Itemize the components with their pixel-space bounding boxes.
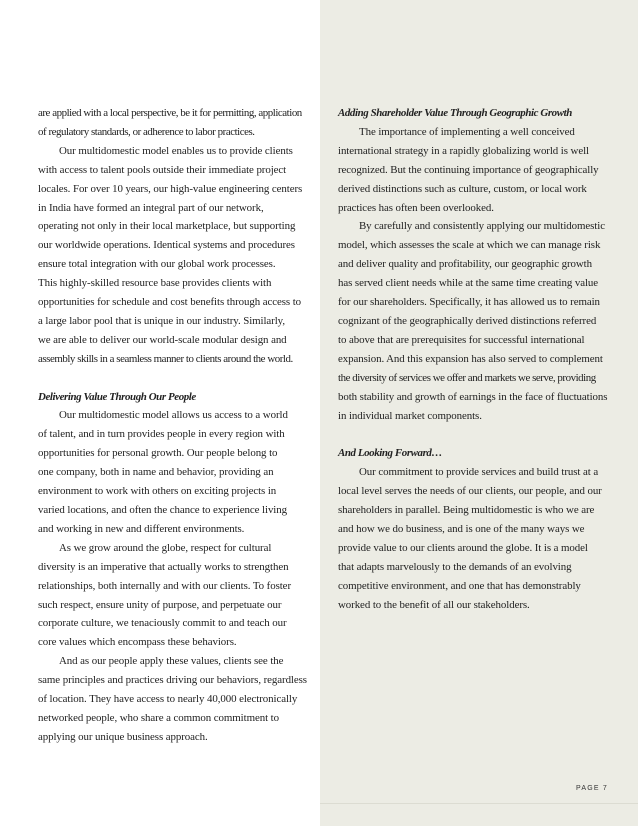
body-text-line: As we grow around the globe, respect for cultural xyxy=(59,541,272,554)
body-text-line: and deliver quality and profitability, our geographic growth xyxy=(338,258,592,271)
body-text-line: competitive environment, and one that has demonstrably xyxy=(338,579,581,592)
body-text-line: relationships, both internally and with our clients. To foster xyxy=(38,579,291,592)
body-text-line: we are able to deliver our world-scale modular design and xyxy=(38,333,287,346)
body-text-line: networked people, who share a common commitment to xyxy=(38,711,279,724)
body-text-line: By carefully and consistently applying our multidomestic xyxy=(359,220,605,233)
section-heading: And Looking Forward… xyxy=(338,447,442,460)
body-text-line: corporate culture, we tenaciously commit to and teach our xyxy=(38,617,287,630)
body-text-line: same principles and practices driving our behaviors, regardless xyxy=(38,674,307,687)
page-number: PAGE 7 xyxy=(576,785,608,792)
body-text-line: expansion. And this expansion has also served to complement xyxy=(338,352,603,365)
body-text-line: assembly skills in a seamless manner to clients around the world. xyxy=(38,352,293,365)
section-heading: Adding Shareholder Value Through Geographic Growth xyxy=(338,107,572,119)
body-text-line: ensure total integration with our global work processes. xyxy=(38,258,276,271)
body-text-line: international strategy in a rapidly globalizing world is well xyxy=(338,144,589,157)
paragraph-gap xyxy=(338,425,602,444)
body-text-line: And as our people apply these values, clients see the xyxy=(59,655,284,668)
body-text-line: of regulatory standards, or adherence to labor practices. xyxy=(38,125,255,138)
page-footer-rule xyxy=(320,803,638,804)
body-text-line: the diversity of services we offer and markets we serve, providing xyxy=(338,371,596,384)
body-text-line: shareholders in parallel. Being multidomestic is who we are xyxy=(338,504,595,517)
body-text-line: core values which encompass these behaviors. xyxy=(38,636,237,649)
body-text-line: cognizant of the geographically derived distinctions referred xyxy=(338,314,597,327)
body-text-line: of talent, and in turn provides people in every region with xyxy=(38,428,285,441)
body-text-line: recognized. But the continuing importance of geographically xyxy=(338,163,599,176)
body-text-line: in individual market components. xyxy=(338,409,482,422)
body-text-line: varied locations, and often the chance to experience living xyxy=(38,504,287,517)
body-text-line: practices has often been overlooked. xyxy=(338,201,494,214)
body-text-line: with access to talent pools outside their immediate project xyxy=(38,163,287,176)
body-text-line: one company, both in name and behavior, providing an xyxy=(38,466,274,479)
body-text-line: for our shareholders. Specifically, it has allowed us to remain xyxy=(338,296,600,309)
body-text-line: a large labor pool that is unique in our industry. Similarly, xyxy=(38,314,285,327)
body-text-line: such respect, ensure unity of purpose, and perpetuate our xyxy=(38,598,282,611)
body-text-line: and working in new and different environments. xyxy=(38,522,245,535)
body-text-line: model, which assesses the scale at which we can manage risk xyxy=(338,239,601,252)
body-text-line: provide value to our clients around the globe. It is a model xyxy=(338,541,588,554)
right-text-column xyxy=(338,104,608,614)
body-text-line: locales. For over 10 years, our high-value engineering centers xyxy=(38,182,303,195)
body-text-line: Our multidomestic model enables us to provide clients xyxy=(59,144,293,157)
body-text-line: local level serves the needs of our clients, our people, and our xyxy=(338,485,602,498)
body-text-line: Our multidomestic model allows us access to a world xyxy=(59,409,288,422)
body-text-line: opportunities for personal growth. Our people belong to xyxy=(38,447,278,460)
body-text-line: opportunities for schedule and cost benefits through access to xyxy=(38,296,301,309)
body-text-line: diversity is an imperative that actually works to strengthen xyxy=(38,560,289,573)
body-text-line: both stability and growth of earnings in the face of fluctuations xyxy=(338,390,608,403)
body-text-line: to above that are prerequisites for successful international xyxy=(338,333,585,346)
body-text-line: Our commitment to provide services and build trust at a xyxy=(359,466,599,479)
body-text-line: and how we do business, and is one of the many ways we xyxy=(338,522,585,535)
body-text-line: environment to work with others on exciting projects in xyxy=(38,485,277,498)
body-text-line: are applied with a local perspective, be it for permitting, application xyxy=(38,107,302,119)
body-text-line: operating not only in their local marketplace, but supporting xyxy=(38,220,296,233)
body-text-line: that adapts marvelously to the demands of an evolving xyxy=(338,560,572,573)
body-text-line: worked to the benefit of all our stakeholders. xyxy=(338,598,530,611)
body-text-line: our worldwide operations. Identical systems and procedures xyxy=(38,239,295,252)
body-text-line: applying our unique business approach. xyxy=(38,730,208,743)
paragraph-gap xyxy=(38,369,300,388)
body-text-line: of location. They have access to nearly 40,000 electronically xyxy=(38,693,298,706)
body-text-line: derived distinctions such as culture, custom, or local work xyxy=(338,182,587,195)
left-text-column xyxy=(38,104,307,747)
body-text-line: in India have formed an integral part of our network, xyxy=(38,201,264,214)
section-heading: Delivering Value Through Our People xyxy=(38,390,196,403)
body-text-line: has served client needs while at the same time creating value xyxy=(338,277,599,290)
body-text-line: This highly-skilled resource base provides clients with xyxy=(38,277,272,290)
body-text-line: The importance of implementing a well conceived xyxy=(359,125,575,138)
